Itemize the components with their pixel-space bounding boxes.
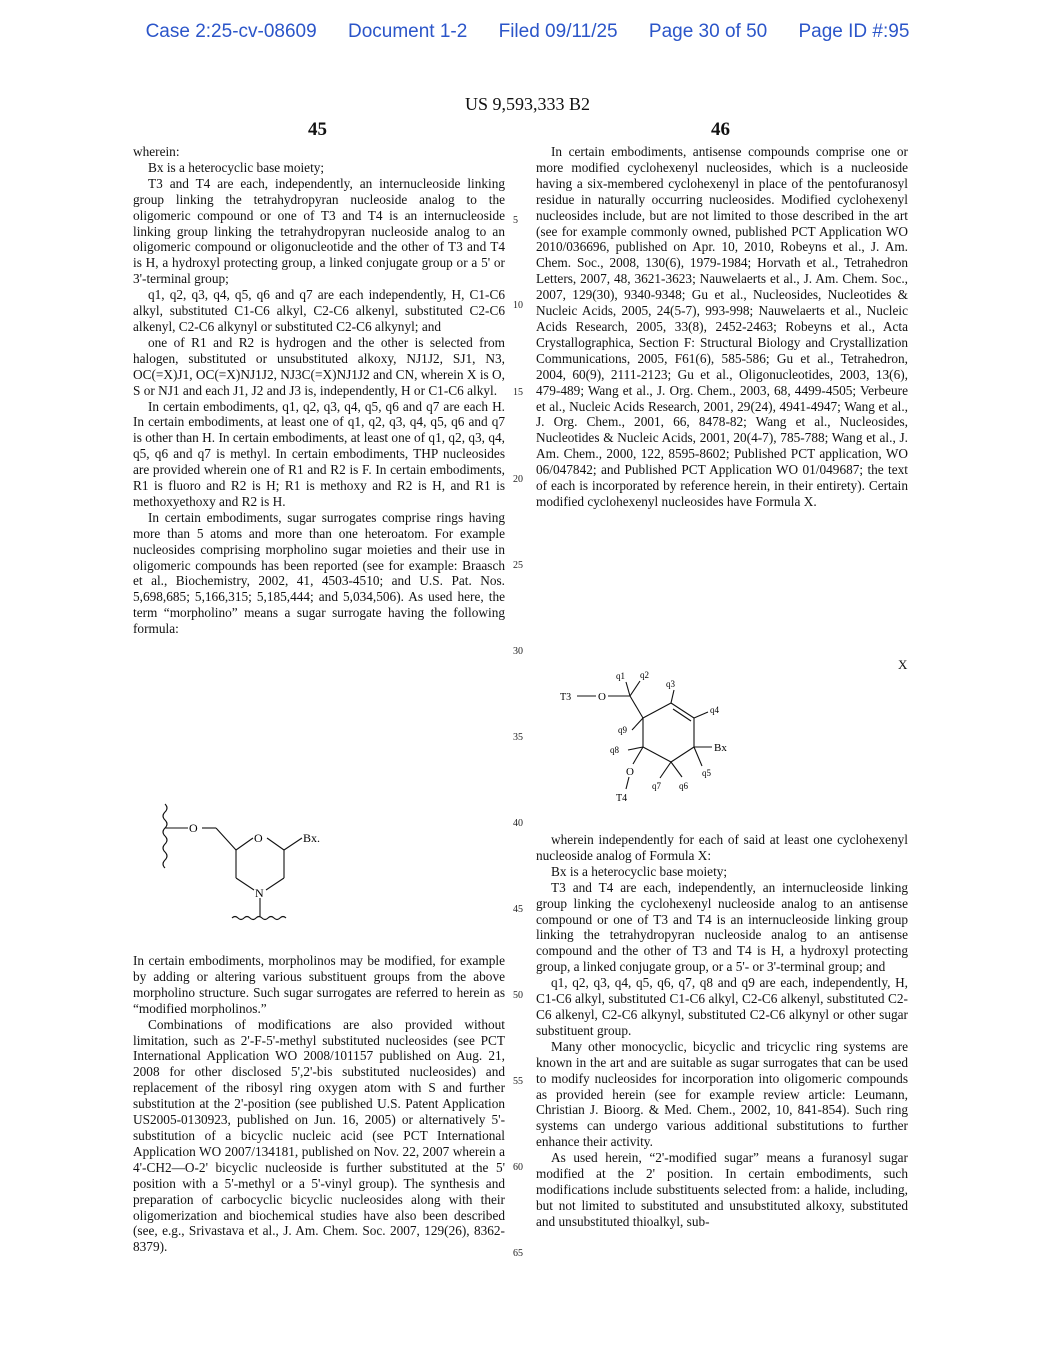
q8-label: q8: [610, 745, 619, 755]
line-number: 15: [513, 387, 523, 398]
cyclohexenyl-structure: [560, 665, 750, 810]
t4-label: T4: [616, 793, 628, 804]
paragraph: Combinations of modifications are also provided without limitation, such as 2'-F-5'-methyl substituted nucleosides (see PCT International Application WO 2008/101157 published on Aug. 21, 2008 for other disclosed 5',2'-bis substituted nucleosides) and replacement of the ribosyl ring oxygen atom with S and further substitution at the 2'-position (see published U.S. Patent Application US2005-0130923, published on Jun. 16, 2005) or alternatively 5'-substitution of a bicyclic nucleic acid (see PCT International Application WO 2007/134181, published on Nov. 22, 2007 wherein a 4'-CH2—O-2' bicyclic nucleoside is further substituted at the 5' position with a 5'-methyl or a 5'-vinyl group). The synthesis and preparation of carbocyclic bicyclic nucleosides along with their oligomerization and biochemical studies have also been described (see, e.g., Srivastava et al., J. Am. Chem. Soc. 2007, 129(26), 8362-8379).: [133, 1016, 505, 1255]
ring-oxygen-label: O: [254, 831, 263, 845]
case-number: Case 2:25-cv-08609: [145, 21, 317, 42]
filed-date: Filed 09/11/25: [498, 21, 618, 42]
paragraph: In certain embodiments, q1, q2, q3, q4, q5, q6 and q7 are each H. In certain embodiments, at least one of q1, q2, q3, q4, q5, q6 and q7 is other than H. In certain embodiments, at least one of q1, q2, q3, q4, q5, q6 and q7 is methyl. In certain embodiments, THP nucleosides are provided wherein one of R1 and R2 is F. In certain embodiments, R1 is fluoro and R2 is H; R1 is methoxy and R2 is H, and R1 is methoxyethoxy and R2 is H.: [133, 398, 505, 509]
paragraph: T3 and T4 are each, independently, an internucleoside linking group linking the cyclohexenyl nucleoside analog to an antisense compound or one of T3 and T4 is an internucleoside linking group linking the tetrahydropyran nucleoside analog to an antisense compound and the other of T3 and T4 is H, a hydroxyl protecting group, a linked conjugate group, or a 5'- or 3'-terminal group; and: [536, 879, 908, 975]
right-column-top: [536, 144, 908, 510]
q2-label: q2: [640, 670, 649, 680]
paragraph: wherein independently for each of said at least one cyclohexenyl nucleoside analog of Formula X:: [536, 832, 908, 863]
line-number: 65: [513, 1248, 523, 1259]
line-number: 25: [513, 560, 523, 571]
line-number: 10: [513, 300, 523, 311]
paragraph: In certain embodiments, antisense compounds comprise one or more modified cyclohexenyl nucleosides, which is a nucleoside having a six-membered cyclohexenyl in place of the pentofuranosyl residue in naturally occurring nucleosides. Modified cyclohexenyl nucleosides include, but are not limited to those described in the art (see for example commonly owned, published PCT Application WO 2010/036696, published on Apr. 10, 2010, Robeyns et al., J. Am. Chem. Soc., 2008, 130(6), 1979-1984; Horvath et al., Tetrahedron Letters, 2007, 48, 3621-3623; Nauwelaerts et al., J. Am. Chem. Soc., 2007, 129(30), 9340-9348; Gu et al., Nucleosides, Nucleotides & Nucleic Acids, 2005, 24(5-7), 993-998; Nauwelaerts et al., Nucleic Acids Research, 2005, 33(8), 2452-2463; Robeyns et al., Acta Crystallographica, Section F: Structural Biology and Crystallization Communications, 2005, F61(6), 585-586; Gu et al., Tetrahedron, 2004, 60(9), 2111-2123; Gu et al., Oligonucleotides, 2003, 13(6), 479-489; Wang et al., J. Org. Chem., 2003, 68, 4499-4505; Verbeure et al., Nucleic Acids Research, 2001, 29(24), 4941-4947; Wang et al., J. Org. Chem., 2001, 66, 8478-82; Wang et al., Nucleosides, Nucleotides & Nucleic Acids, 2001, 20(4-7), 785-788; Wang et al., J. Am. Chem., 2000, 122, 8595-8602; Published PCT application, WO 06/047842; and Published PCT Application WO 01/049687; the text of each is incorporated by reference herein, in their entirety). Certain modified cyclohexenyl nucleosides have Formula X.: [536, 144, 908, 509]
document-number: Document 1-2: [347, 21, 468, 42]
line-number: 35: [513, 732, 523, 743]
oxygen-label: O: [189, 821, 198, 835]
line-number: 55: [513, 1076, 523, 1087]
paragraph: q1, q2, q3, q4, q5, q6, q7, q8 and q9 are each, independently, H, C1-C6 alkyl, substituted C1-C6 alkyl, C2-C6 alkenyl, substituted C2-C6 alkenyl, C2-C6 alkynyl, substituted C2-C6 alkynyl or other sugar substituent group.: [536, 975, 908, 1038]
line-number: 20: [513, 474, 523, 485]
paragraph: q1, q2, q3, q4, q5, q6 and q7 are each independently, H, C1-C6 alkyl, substituted C1-C6 alkyl, C2-C6 alkenyl, substituted C2-C6 alkenyl, C2-C6 alkynyl or substituted C2-C6 alkynyl; and: [133, 287, 505, 334]
q7-label: q7: [652, 781, 661, 791]
paragraph: Bx is a heterocyclic base moiety;: [148, 159, 325, 175]
paragraph: one of R1 and R2 is hydrogen and the other is selected from halogen, substituted or unsubstituted alkoxy, NJ1J2, SJ1, N3, OC(=X)J1, OC(=X)NJ1J2, NJ3C(=X)NJ1J2 and CN, wherein X is O, S or NJ1 and each J1, J2 and J3 is, independently, H or C1-C6 alkyl.: [133, 334, 505, 398]
q3-label: q3: [666, 679, 675, 689]
line-number: 40: [513, 818, 523, 829]
q6-label: q6: [679, 781, 688, 791]
right-column-bottom: [536, 832, 908, 1230]
oxygen-top-label: O: [598, 691, 606, 703]
line-number: 45: [513, 904, 523, 915]
line-number: 5: [513, 215, 518, 226]
page-count: Page 30 of 50: [648, 21, 768, 42]
nitrogen-label: N: [255, 886, 264, 900]
paragraph: wherein:: [133, 144, 180, 159]
formula-label: X: [898, 657, 908, 672]
patent-number: US 9,593,333 B2: [464, 94, 590, 114]
q1-label: q1: [616, 671, 625, 681]
line-number: 50: [513, 990, 523, 1001]
paragraph: In certain embodiments, morpholinos may be modified, for example by adding or altering various substituent groups from the above morpholino structure. Such sugar surrogates are referred to herein as “modified morpholinos.”: [133, 953, 505, 1016]
q5-label: q5: [702, 768, 711, 778]
t3-label: T3: [560, 692, 572, 703]
left-column-bottom: [133, 953, 505, 1255]
morpholino-structure: [150, 798, 340, 926]
left-column-top: [133, 144, 505, 637]
q9-label: q9: [618, 725, 627, 735]
base-label: Bx.: [303, 831, 321, 845]
line-number: 60: [513, 1162, 523, 1173]
court-header: [0, 21, 1055, 43]
right-column-number: 46: [711, 119, 730, 140]
paragraph: In certain embodiments, sugar surrogates comprise rings having more than 5 atoms and more than one heteroatom. For example nucleosides comprising morpholino sugar moieties and their use in oligomeric compounds has been reported (see for example: Braasch et al., Biochemistry, 2002, 41, 4503-4510; and U.S. Pat. Nos. 5,698,685; 5,166,315; 5,185,444; and 5,034,506). As used here, the term “morpholino” means a sugar surrogate having the following formula:: [133, 509, 505, 637]
page-id: Page ID #:95: [798, 21, 910, 42]
oxygen-bottom-label: O: [626, 766, 634, 778]
paragraph: As used herein, “2'-modified sugar” means a furanosyl sugar modified at the 2' position. In certain embodiments, such modifications include substituents selected from: a halide, including, but not limited to substituted and unsubstituted alkoxy, substituted and unsubstituted thioalkyl, sub-: [536, 1150, 908, 1229]
paragraph: T3 and T4 are each, independently, an internucleoside linking group linking the tetrahydropyran nucleoside analog to the oligomeric compound or one of T3 and T4 is an internucleoside linking group linking the tetrahydropyran nucleoside analog to an oligomeric compound or oligonucleotide and the other of T3 and T4 is H, a hydroxyl protecting group, a linked conjugate group or a 5' or 3'-terminal group;: [133, 175, 505, 287]
line-number: 30: [513, 646, 523, 657]
paragraph: Many other monocyclic, bicyclic and tricyclic ring systems are known in the art and are suitable as sugar surrogates that can be used to modify nucleosides for incorporation into oligomeric compounds as provided herein (see for example review article: Leumann, Christian J. Bioorg. & Med. Chem., 2002, 10, 841-854). Such ring systems can undergo various additional substitutions to further enhance their activity.: [536, 1038, 908, 1150]
paragraph: Bx is a heterocyclic base moiety;: [551, 863, 728, 879]
bx-label: Bx: [714, 742, 727, 754]
q4-label: q4: [710, 705, 719, 715]
left-column-number: 45: [308, 119, 327, 140]
